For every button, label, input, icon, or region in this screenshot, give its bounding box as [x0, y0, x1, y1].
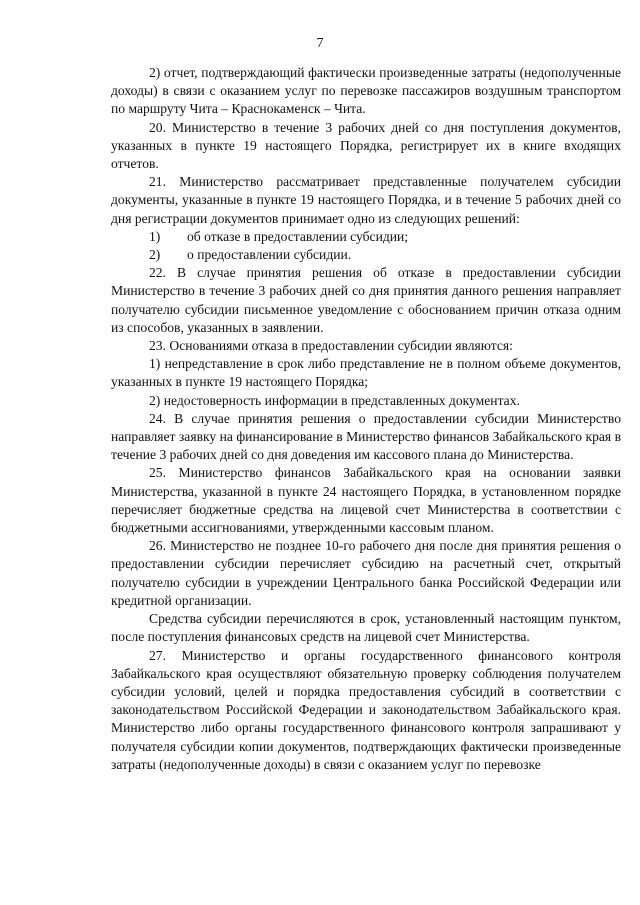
document-body	[111, 64, 621, 774]
paragraph-23: 23. Основаниями отказа в предоставлении субсидии являются:	[149, 338, 513, 354]
paragraph-27: 27. Министерство и органы государственного финансового контроля Забайкальского края осуществляют обязательную проверку соблюдения получателем субсидии условий, целей и порядка предоставления субсидий в соответствии с законодательством Российской Федерации и законодательством Забайкальского края. Министерство либо органы государственного финансового контроля запрашивают у получателя субсидии копии документов, подтверждающих фактически произведенные затраты (недополученные доходы) в связи с оказанием услуг по перевозке	[111, 647, 621, 772]
list-item	[111, 228, 621, 246]
list-item	[111, 246, 621, 264]
paragraph-20: 20. Министерство в течение 3 рабочих дней со дня поступления документов, указанных в пункте 19 настоящего Порядка, регистрирует их в книге входящих отчетов.	[111, 119, 621, 172]
paragraph-25: 25. Министерство финансов Забайкальского края на основании заявки Министерства, указанной в пункте 24 настоящего Порядка, в установленном порядке перечисляет бюджетные средства на лицевой счет Министерства в соответствии с бюджетными ассигнованиями, утвержденными кассовым планом.	[111, 465, 621, 536]
paragraph-24: 24. В случае принятия решения о предоставлении субсидии Министерство направляет заявку на финансирование в Министерство финансов Забайкальского края в течение 3 рабочих дней со дня доведения им кассового плана до Министерства.	[111, 410, 621, 463]
paragraph-26-continuation: Средства субсидии перечисляются в срок, установленный настоящим пунктом, после поступления финансовых средств на лицевой счет Министерства.	[111, 611, 621, 645]
list-item-number: 2)	[149, 247, 161, 263]
list-item-text: об отказе в предоставлении субсидии;	[187, 228, 409, 244]
paragraph-23-item-2: 2) недостоверность информации в представленных документах.	[149, 392, 520, 408]
paragraph-23-item-1: 1) непредставление в срок либо представление не в полном объеме документов, указанных в пункте 19 настоящего Порядка;	[111, 356, 621, 390]
list-item-text: о предоставлении субсидии.	[187, 247, 352, 263]
paragraph-26: 26. Министерство не позднее 10-го рабочего дня после дня принятия решения о предоставлении субсидии перечисляет субсидию на расчетный счет, открытый получателю субсидии в учреждении Центрального банка Российской Федерации или кредитной организации.	[111, 538, 621, 608]
paragraph-21: 21. Министерство рассматривает представленные получателем субсидии документы, указанные в пункте 19 настоящего Порядка, и в течение 5 рабочих дней со дня регистрации документов принимает одно из следующих решений:	[111, 174, 621, 226]
list-item-number: 1)	[149, 228, 161, 244]
paragraph-item-2-report: 2) отчет, подтверждающий фактически произведенные затраты (недополученные доходы) в связи с оказанием услуг по перевозке пассажиров воздушным транспортом по маршруту Чита – Краснокаменск – Чита.	[111, 65, 621, 117]
page-number: 7	[316, 35, 324, 50]
paragraph-22: 22. В случае принятия решения об отказе в предоставлении субсидии Министерство в течение 3 рабочих дней со дня принятия данного решения направляет получателю субсидии письменное уведомление с обоснованием причин отказа одним из способов, указанных в заявлении.	[111, 265, 621, 335]
